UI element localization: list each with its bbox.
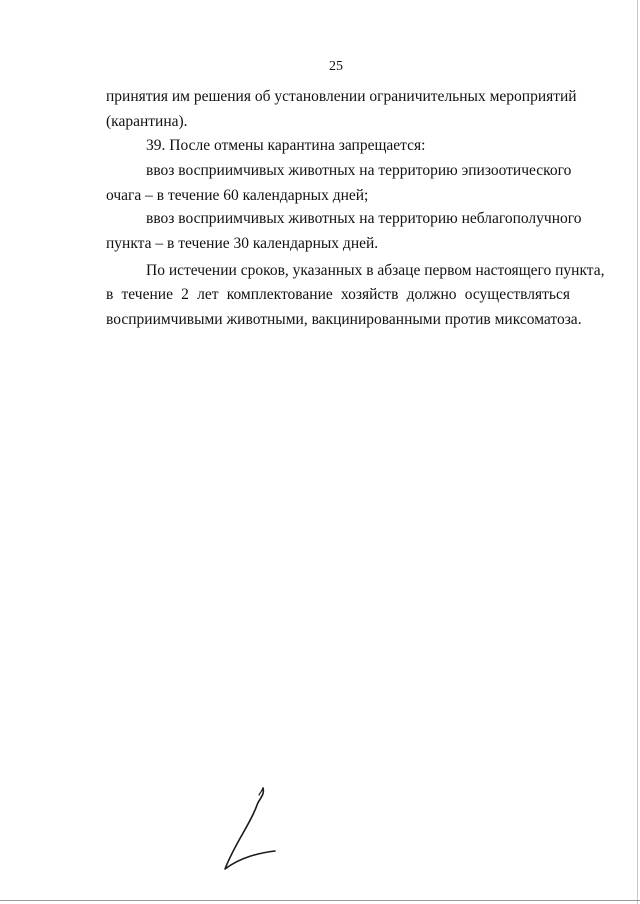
text-line-6: ввоз восприимчивых животных на территорию неблагополучного — [146, 210, 582, 227]
section-39-heading: 39. После отмены карантина запрещается: — [146, 137, 426, 154]
text-line-10: восприимчивыми животными, вакцинированными против миксоматоза. — [106, 311, 582, 328]
text-line-7: пункта – в течение 30 календарных дней. — [106, 235, 379, 252]
page-number: 25 — [329, 59, 343, 74]
text-line-9: в течение 2 лет комплектование хозяйств должно осуществляться — [106, 286, 570, 303]
text-line-2: (карантина). — [106, 113, 188, 130]
text-line-5: очага – в течение 60 календарных дней; — [106, 187, 369, 204]
text-line-8: По истечении сроков, указанных в абзаце первом настоящего пункта, — [146, 262, 605, 279]
text-line-1: принятия им решения об установлении ограничительных мероприятий — [106, 88, 577, 105]
scan-edge-line — [637, 0, 638, 904]
scan-bottom-edge — [0, 900, 640, 901]
text-line-4: ввоз восприимчивых животных на территорию эпизоотического — [146, 162, 572, 179]
handwritten-signature — [213, 785, 283, 875]
